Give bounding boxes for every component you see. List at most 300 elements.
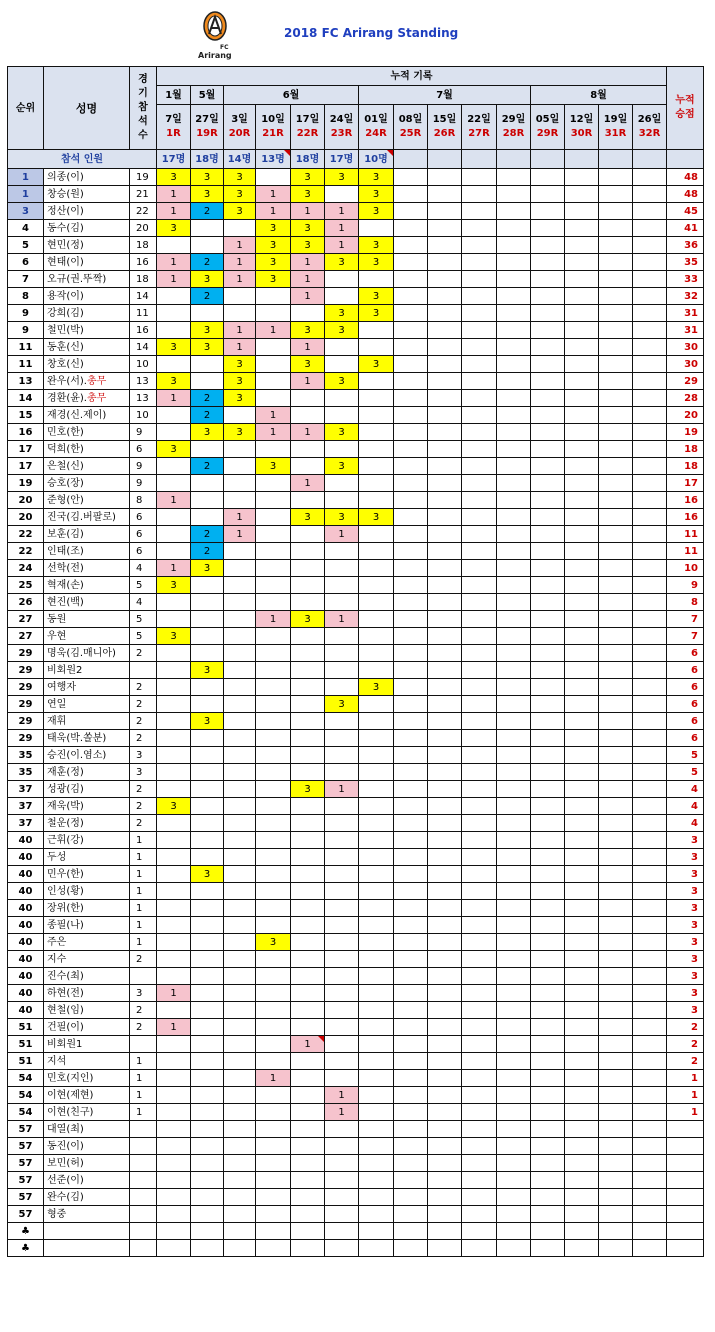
score-cell xyxy=(599,220,633,237)
total-points-cell xyxy=(667,1172,704,1189)
score-cell xyxy=(462,288,497,305)
games-count-cell: 16 xyxy=(130,322,157,339)
score-cell xyxy=(531,288,565,305)
score-cell xyxy=(633,968,667,985)
score-cell: 3 xyxy=(291,220,325,237)
score-cell xyxy=(462,237,497,254)
score-cell xyxy=(428,1223,462,1240)
score-cell xyxy=(428,781,462,798)
score-cell xyxy=(497,594,531,611)
score-cell xyxy=(565,968,599,985)
score-cell xyxy=(462,900,497,917)
score-cell xyxy=(565,798,599,815)
score-cell xyxy=(565,1019,599,1036)
score-cell: 3 xyxy=(157,798,191,815)
score-cell xyxy=(531,492,565,509)
total-points-cell: 3 xyxy=(667,1002,704,1019)
score-cell xyxy=(394,1036,428,1053)
score-cell xyxy=(565,662,599,679)
score-cell: 2 xyxy=(191,526,224,543)
score-cell xyxy=(633,1019,667,1036)
score-cell xyxy=(394,866,428,883)
score-cell xyxy=(191,1070,224,1087)
score-cell xyxy=(325,1121,359,1138)
round-day: 15일 xyxy=(432,114,457,125)
player-name: 인성(황) xyxy=(47,885,84,897)
score-cell xyxy=(428,594,462,611)
score-cell xyxy=(256,1155,291,1172)
player-name: 의종(이) xyxy=(47,171,84,183)
score-cell xyxy=(394,696,428,713)
table-row xyxy=(8,322,704,339)
score-cell xyxy=(291,968,325,985)
games-count-cell: 3 xyxy=(130,985,157,1002)
score-cell: 3 xyxy=(291,169,325,186)
table-row xyxy=(8,1053,704,1070)
score-cell xyxy=(428,1002,462,1019)
player-name: 태욱(박.쏠분) xyxy=(47,732,107,744)
table-row xyxy=(8,543,704,560)
score-cell xyxy=(325,594,359,611)
score-cell xyxy=(191,475,224,492)
score-cell xyxy=(157,781,191,798)
score-cell xyxy=(394,815,428,832)
score-cell xyxy=(462,611,497,628)
score-cell xyxy=(633,271,667,288)
score-cell xyxy=(565,1206,599,1223)
score-cell xyxy=(359,271,394,288)
score-cell xyxy=(428,169,462,186)
score-cell: 3 xyxy=(256,458,291,475)
score-cell xyxy=(462,322,497,339)
score-cell xyxy=(359,373,394,390)
score-cell xyxy=(325,543,359,560)
score-cell xyxy=(191,883,224,900)
score-cell xyxy=(497,679,531,696)
score-cell xyxy=(224,543,256,560)
score-cell xyxy=(394,883,428,900)
score-cell xyxy=(565,1070,599,1087)
score-cell xyxy=(191,1121,224,1138)
table-row xyxy=(8,747,704,764)
logo-arirang-text: Arirang xyxy=(198,51,232,60)
score-cell xyxy=(359,883,394,900)
score-cell: 3 xyxy=(224,390,256,407)
score-cell xyxy=(291,594,325,611)
score-cell xyxy=(224,305,256,322)
score-cell xyxy=(599,169,633,186)
rank-cell: 57 xyxy=(8,1189,44,1206)
score-cell xyxy=(224,679,256,696)
score-cell xyxy=(157,1104,191,1121)
score-cell xyxy=(394,407,428,424)
player-name: 지수 xyxy=(47,953,67,965)
score-cell xyxy=(462,424,497,441)
score-cell: 3 xyxy=(291,186,325,203)
player-name-cell xyxy=(44,288,130,305)
score-cell xyxy=(157,1240,191,1257)
total-points-cell: 31 xyxy=(667,322,704,339)
score-cell xyxy=(394,441,428,458)
score-cell xyxy=(633,764,667,781)
score-cell xyxy=(325,560,359,577)
player-name: 은철(신) xyxy=(47,460,84,472)
score-cell xyxy=(565,254,599,271)
total-points-cell xyxy=(667,1121,704,1138)
score-cell xyxy=(462,645,497,662)
score-cell: 3 xyxy=(359,509,394,526)
score-cell xyxy=(359,985,394,1002)
score-cell xyxy=(462,441,497,458)
score-cell xyxy=(633,611,667,628)
score-cell xyxy=(497,662,531,679)
score-cell: 1 xyxy=(291,373,325,390)
score-cell xyxy=(633,781,667,798)
score-cell xyxy=(633,1121,667,1138)
score-cell xyxy=(428,356,462,373)
round-day: 26일 xyxy=(637,114,662,125)
games-count-cell: 22 xyxy=(130,203,157,220)
score-cell xyxy=(359,560,394,577)
score-cell xyxy=(157,509,191,526)
score-cell xyxy=(565,543,599,560)
round-header xyxy=(359,105,394,150)
score-cell xyxy=(565,169,599,186)
player-name: 주은 xyxy=(47,936,67,948)
score-cell xyxy=(394,1189,428,1206)
rank-cell: 57 xyxy=(8,1121,44,1138)
total-points-cell: 3 xyxy=(667,985,704,1002)
round-day: 08일 xyxy=(398,114,423,125)
score-cell xyxy=(359,1223,394,1240)
score-cell xyxy=(325,186,359,203)
player-name-cell xyxy=(44,1087,130,1104)
score-cell xyxy=(497,849,531,866)
score-cell xyxy=(224,764,256,781)
table-row xyxy=(8,798,704,815)
games-count-cell: 9 xyxy=(130,458,157,475)
round-number: 22R xyxy=(296,128,319,139)
score-cell xyxy=(191,917,224,934)
rank-cell: 54 xyxy=(8,1087,44,1104)
round-number: 21R xyxy=(262,128,284,139)
score-cell xyxy=(291,1053,325,1070)
score-cell xyxy=(191,934,224,951)
score-cell: 3 xyxy=(157,577,191,594)
score-cell xyxy=(633,254,667,271)
score-cell xyxy=(191,1053,224,1070)
games-count-cell: 4 xyxy=(130,560,157,577)
score-cell xyxy=(633,1240,667,1257)
score-cell xyxy=(531,322,565,339)
table-row xyxy=(8,390,704,407)
score-cell xyxy=(531,1155,565,1172)
score-cell xyxy=(565,288,599,305)
score-cell xyxy=(531,1223,565,1240)
score-cell xyxy=(531,832,565,849)
player-name-cell xyxy=(44,594,130,611)
player-name-cell xyxy=(44,866,130,883)
score-cell xyxy=(394,458,428,475)
score-cell xyxy=(531,526,565,543)
player-name-cell xyxy=(44,798,130,815)
score-cell xyxy=(497,407,531,424)
score-cell xyxy=(565,1138,599,1155)
score-cell xyxy=(359,390,394,407)
total-points-header xyxy=(667,67,704,150)
score-cell: 2 xyxy=(191,407,224,424)
score-cell: 1 xyxy=(157,203,191,220)
rank-cell: 57 xyxy=(8,1155,44,1172)
round-header xyxy=(531,105,565,150)
score-cell xyxy=(394,747,428,764)
score-cell xyxy=(462,696,497,713)
player-name: 철운(정) xyxy=(47,817,84,829)
score-cell: 3 xyxy=(291,509,325,526)
score-cell xyxy=(224,611,256,628)
score-cell xyxy=(497,237,531,254)
score-cell xyxy=(565,441,599,458)
score-cell xyxy=(191,849,224,866)
games-count-cell: 1 xyxy=(130,934,157,951)
score-cell xyxy=(531,254,565,271)
score-cell: 3 xyxy=(359,169,394,186)
score-cell xyxy=(428,577,462,594)
rank-cell: 40 xyxy=(8,883,44,900)
score-cell xyxy=(531,1206,565,1223)
score-cell xyxy=(224,951,256,968)
score-cell xyxy=(599,611,633,628)
total-points-cell: 5 xyxy=(667,764,704,781)
total-points-cell: 19 xyxy=(667,424,704,441)
score-cell xyxy=(599,594,633,611)
total-points-cell: 4 xyxy=(667,798,704,815)
table-row xyxy=(8,985,704,1002)
score-cell xyxy=(531,1070,565,1087)
score-cell xyxy=(191,594,224,611)
round-number: 19R xyxy=(196,128,218,139)
rank-cell: 40 xyxy=(8,900,44,917)
score-cell xyxy=(531,186,565,203)
games-count-cell xyxy=(130,1189,157,1206)
round-header xyxy=(428,105,462,150)
score-cell xyxy=(359,662,394,679)
table-row xyxy=(8,951,704,968)
score-cell xyxy=(531,934,565,951)
score-cell xyxy=(291,1019,325,1036)
score-cell xyxy=(599,526,633,543)
score-cell xyxy=(497,628,531,645)
score-cell xyxy=(359,322,394,339)
score-cell: 3 xyxy=(224,424,256,441)
score-cell xyxy=(428,628,462,645)
score-cell xyxy=(565,560,599,577)
table-row xyxy=(8,1155,704,1172)
score-cell xyxy=(599,662,633,679)
score-cell xyxy=(191,628,224,645)
rank-cell: 29 xyxy=(8,730,44,747)
score-cell xyxy=(462,509,497,526)
score-cell xyxy=(224,1121,256,1138)
table-row xyxy=(8,1172,704,1189)
score-cell xyxy=(224,458,256,475)
score-cell xyxy=(462,730,497,747)
score-cell xyxy=(224,1223,256,1240)
score-cell xyxy=(256,509,291,526)
score-cell: 3 xyxy=(256,271,291,288)
total-points-cell: 20 xyxy=(667,407,704,424)
score-cell xyxy=(565,271,599,288)
score-cell xyxy=(157,1002,191,1019)
score-cell xyxy=(565,475,599,492)
player-name: 보훈(김) xyxy=(47,528,84,540)
score-cell: 1 xyxy=(157,985,191,1002)
score-cell xyxy=(256,1172,291,1189)
player-name-cell xyxy=(44,917,130,934)
score-cell xyxy=(394,356,428,373)
score-cell xyxy=(599,747,633,764)
page-title: 2018 FC Arirang Standing xyxy=(284,26,459,40)
score-cell xyxy=(428,1138,462,1155)
score-cell xyxy=(565,866,599,883)
table-row xyxy=(8,458,704,475)
rank-cell: 40 xyxy=(8,832,44,849)
total-points-cell: 1 xyxy=(667,1104,704,1121)
score-cell: 1 xyxy=(256,424,291,441)
score-cell xyxy=(325,1223,359,1240)
score-cell xyxy=(359,424,394,441)
score-cell xyxy=(394,220,428,237)
score-cell xyxy=(633,390,667,407)
table-row xyxy=(8,883,704,900)
score-cell: 3 xyxy=(191,169,224,186)
score-cell xyxy=(428,696,462,713)
score-cell xyxy=(394,645,428,662)
score-cell xyxy=(157,696,191,713)
table-row xyxy=(8,781,704,798)
player-name: 동원 xyxy=(47,613,67,625)
games-count-cell: 2 xyxy=(130,1002,157,1019)
score-cell xyxy=(462,849,497,866)
score-cell xyxy=(428,1240,462,1257)
attendance-count: 10명 xyxy=(359,150,394,169)
score-cell xyxy=(191,1019,224,1036)
score-cell xyxy=(394,373,428,390)
score-cell xyxy=(565,1002,599,1019)
games-count-cell: 9 xyxy=(130,475,157,492)
attendance-count xyxy=(428,150,462,169)
score-cell xyxy=(497,560,531,577)
score-cell xyxy=(497,730,531,747)
score-cell: 1 xyxy=(291,203,325,220)
player-name-cell xyxy=(44,849,130,866)
score-cell xyxy=(157,747,191,764)
score-cell xyxy=(633,696,667,713)
score-cell xyxy=(428,832,462,849)
total-points-cell: 3 xyxy=(667,968,704,985)
score-cell: 1 xyxy=(325,781,359,798)
score-cell: 1 xyxy=(224,271,256,288)
player-name: 선준(이) xyxy=(47,1174,84,1186)
score-cell: 1 xyxy=(325,611,359,628)
score-cell xyxy=(359,1087,394,1104)
round-number: 24R xyxy=(365,128,387,139)
player-name: 성광(김) xyxy=(47,783,84,795)
score-cell xyxy=(256,305,291,322)
score-cell xyxy=(394,1172,428,1189)
player-role: 총무 xyxy=(86,375,107,387)
score-cell xyxy=(224,577,256,594)
player-name-cell xyxy=(44,169,130,186)
score-cell xyxy=(633,934,667,951)
score-cell xyxy=(462,373,497,390)
score-cell xyxy=(256,492,291,509)
score-cell xyxy=(291,458,325,475)
score-cell xyxy=(394,543,428,560)
score-cell xyxy=(157,917,191,934)
score-cell xyxy=(497,696,531,713)
score-cell xyxy=(325,866,359,883)
score-cell xyxy=(497,747,531,764)
score-cell xyxy=(599,713,633,730)
score-cell xyxy=(191,611,224,628)
score-cell xyxy=(633,883,667,900)
player-name-cell xyxy=(44,373,130,390)
total-points-cell: 3 xyxy=(667,934,704,951)
score-cell xyxy=(224,1087,256,1104)
score-cell xyxy=(394,560,428,577)
score-cell: 2 xyxy=(191,543,224,560)
score-cell xyxy=(394,1104,428,1121)
score-cell xyxy=(531,1138,565,1155)
score-cell xyxy=(565,1155,599,1172)
player-name-cell xyxy=(44,815,130,832)
score-cell xyxy=(325,883,359,900)
rank-cell: 35 xyxy=(8,747,44,764)
rank-cell: ♣ xyxy=(8,1240,44,1257)
player-name-cell xyxy=(44,458,130,475)
score-cell xyxy=(428,543,462,560)
total-points-cell: 31 xyxy=(667,305,704,322)
score-cell xyxy=(599,679,633,696)
score-cell xyxy=(291,1223,325,1240)
score-cell xyxy=(224,1189,256,1206)
score-cell xyxy=(256,798,291,815)
player-name: 준형(안) xyxy=(47,494,84,506)
player-name-cell xyxy=(44,611,130,628)
player-name-cell xyxy=(44,526,130,543)
score-cell xyxy=(157,951,191,968)
score-cell: 1 xyxy=(291,1036,325,1053)
score-cell: 1 xyxy=(157,560,191,577)
score-cell xyxy=(428,866,462,883)
score-cell xyxy=(394,798,428,815)
score-cell xyxy=(565,186,599,203)
score-cell xyxy=(157,730,191,747)
score-cell xyxy=(291,1087,325,1104)
score-cell xyxy=(565,203,599,220)
player-name-cell xyxy=(44,713,130,730)
score-cell xyxy=(599,441,633,458)
score-cell xyxy=(565,713,599,730)
score-cell xyxy=(325,951,359,968)
score-cell xyxy=(599,237,633,254)
total-points-cell: 29 xyxy=(667,373,704,390)
rank-cell: 20 xyxy=(8,492,44,509)
score-cell xyxy=(256,1138,291,1155)
score-cell: 3 xyxy=(157,441,191,458)
table-row xyxy=(8,849,704,866)
